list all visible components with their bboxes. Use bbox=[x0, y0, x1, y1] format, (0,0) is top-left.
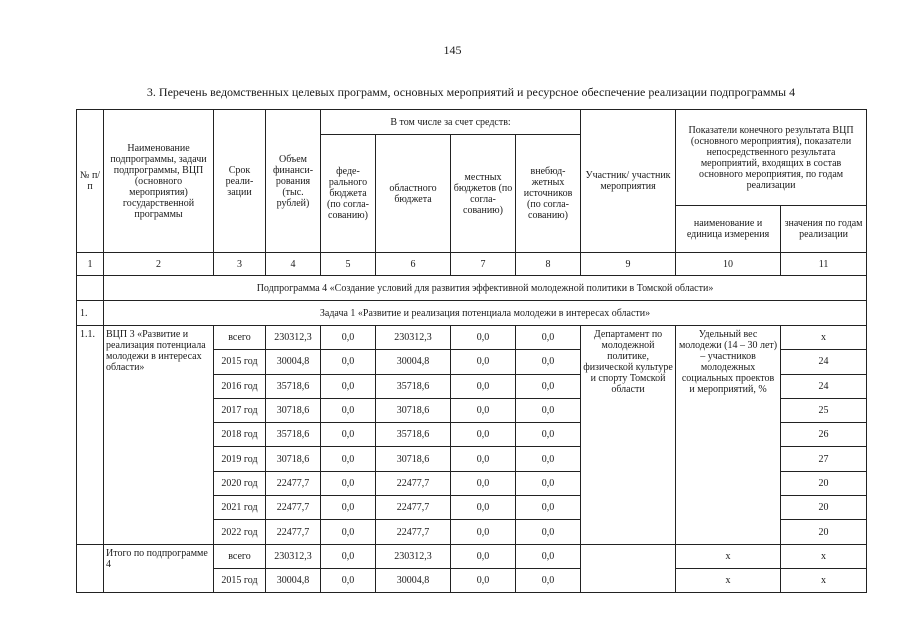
header-indicator-name: наименование и единица измерения bbox=[676, 206, 781, 253]
total-cell: 22477,7 bbox=[266, 496, 321, 520]
indicator-value-cell: 24 bbox=[781, 374, 867, 398]
total-cell: 30004,8 bbox=[266, 350, 321, 374]
period-cell: 2016 год bbox=[214, 374, 266, 398]
header-participant: Участник/ участник мероприятия bbox=[581, 110, 676, 253]
indicator-value-cell: 20 bbox=[781, 496, 867, 520]
extrabudget-cell: 0,0 bbox=[516, 520, 581, 544]
period-cell: 2018 год bbox=[214, 423, 266, 447]
regional-cell: 30718,6 bbox=[376, 447, 451, 471]
extrabudget-cell: 0,0 bbox=[516, 423, 581, 447]
indicator-name-cell: Удельный вес молодежи (14 – 30 лет) – участников молодежных социальных проектов и мероприятий, % bbox=[676, 326, 781, 545]
extrabudget-cell: 0,0 bbox=[516, 568, 581, 592]
total-cell: 35718,6 bbox=[266, 423, 321, 447]
total-participant-cell bbox=[581, 544, 676, 593]
federal-cell: 0,0 bbox=[321, 326, 376, 350]
extrabudget-cell: 0,0 bbox=[516, 350, 581, 374]
subprogram-title: Подпрограмма 4 «Создание условий для развития эффективной молодежной политики в Томской области» bbox=[104, 276, 867, 301]
federal-cell: 0,0 bbox=[321, 520, 376, 544]
indicator-value-cell: х bbox=[781, 326, 867, 350]
total-cell: 35718,6 bbox=[266, 374, 321, 398]
header-volume: Объем финанси-рования (тыс. рублей) bbox=[266, 110, 321, 253]
vcp-name: ВЦП 3 «Развитие и реализация потенциала молодежи в интересах области» bbox=[104, 326, 214, 545]
total-cell: 230312,3 bbox=[266, 326, 321, 350]
extrabudget-cell: 0,0 bbox=[516, 496, 581, 520]
column-numbers-row bbox=[77, 253, 867, 276]
table-header bbox=[77, 110, 867, 276]
period-cell: 2017 год bbox=[214, 398, 266, 422]
vcp-number: 1.1. bbox=[77, 326, 104, 545]
extrabudget-cell: 0,0 bbox=[516, 544, 581, 568]
total-name: Итого по подпрограмме 4 bbox=[104, 544, 214, 593]
task-number: 1. bbox=[77, 301, 104, 326]
column-number: 11 bbox=[781, 253, 867, 276]
total-cell: 30718,6 bbox=[266, 398, 321, 422]
federal-cell: 0,0 bbox=[321, 374, 376, 398]
regional-cell: 30718,6 bbox=[376, 398, 451, 422]
table-row bbox=[77, 544, 867, 568]
local-cell: 0,0 bbox=[451, 471, 516, 495]
column-number: 2 bbox=[104, 253, 214, 276]
regional-cell: 30004,8 bbox=[376, 568, 451, 592]
period-cell: 2020 год bbox=[214, 471, 266, 495]
federal-cell: 0,0 bbox=[321, 447, 376, 471]
participant-cell: Департамент по молодежной политике, физической культуре и спорту Томской области bbox=[581, 326, 676, 545]
column-number: 8 bbox=[516, 253, 581, 276]
federal-cell: 0,0 bbox=[321, 423, 376, 447]
total-cell: 30718,6 bbox=[266, 447, 321, 471]
indicator-name-cell: х bbox=[676, 568, 781, 592]
extrabudget-cell: 0,0 bbox=[516, 374, 581, 398]
period-cell: 2022 год bbox=[214, 520, 266, 544]
regional-cell: 35718,6 bbox=[376, 423, 451, 447]
extrabudget-cell: 0,0 bbox=[516, 447, 581, 471]
total-cell: 22477,7 bbox=[266, 520, 321, 544]
federal-cell: 0,0 bbox=[321, 398, 376, 422]
local-cell: 0,0 bbox=[451, 496, 516, 520]
period-cell: 2015 год bbox=[214, 568, 266, 592]
federal-cell: 0,0 bbox=[321, 496, 376, 520]
document-title: 3. Перечень ведомственных целевых программ, основных мероприятий и ресурсное обеспечение реализации подпрограммы 4 bbox=[146, 85, 796, 99]
indicator-value-cell: 24 bbox=[781, 350, 867, 374]
indicator-value-cell: 20 bbox=[781, 471, 867, 495]
local-cell: 0,0 bbox=[451, 398, 516, 422]
regional-cell: 22477,7 bbox=[376, 471, 451, 495]
total-cell: 30004,8 bbox=[266, 568, 321, 592]
indicator-value-cell: х bbox=[781, 544, 867, 568]
extrabudget-cell: 0,0 bbox=[516, 398, 581, 422]
period-cell: 2019 год bbox=[214, 447, 266, 471]
column-number: 7 bbox=[451, 253, 516, 276]
local-cell: 0,0 bbox=[451, 423, 516, 447]
federal-cell: 0,0 bbox=[321, 471, 376, 495]
regional-cell: 22477,7 bbox=[376, 496, 451, 520]
subprogram-number bbox=[77, 276, 104, 301]
indicator-value-cell: 25 bbox=[781, 398, 867, 422]
period-cell: 2015 год bbox=[214, 350, 266, 374]
header-indicators-group: Показатели конечного результата ВЦП (основного мероприятия), показатели непосредственного результата мероприятий, входящих в состав основного мероприятия, по годам реализации bbox=[676, 110, 867, 206]
total-cell: 22477,7 bbox=[266, 471, 321, 495]
program-table bbox=[76, 109, 867, 593]
local-cell: 0,0 bbox=[451, 350, 516, 374]
indicator-name-cell: х bbox=[676, 544, 781, 568]
header-period: Срок реали-зации bbox=[214, 110, 266, 253]
local-cell: 0,0 bbox=[451, 326, 516, 350]
period-cell: 2021 год bbox=[214, 496, 266, 520]
regional-cell: 230312,3 bbox=[376, 326, 451, 350]
header-local: местных бюджетов (по согла-сованию) bbox=[451, 135, 516, 253]
federal-cell: 0,0 bbox=[321, 544, 376, 568]
column-number: 6 bbox=[376, 253, 451, 276]
column-number: 1 bbox=[77, 253, 104, 276]
indicator-value-cell: 20 bbox=[781, 520, 867, 544]
task-row bbox=[77, 301, 867, 326]
local-cell: 0,0 bbox=[451, 447, 516, 471]
header-regional: областного бюджета bbox=[376, 135, 451, 253]
indicator-value-cell: х bbox=[781, 568, 867, 592]
header-sources-group: В том числе за счет средств: bbox=[321, 110, 581, 135]
header-extrabudget: внебюд-жетных источников (по согла-сованию) bbox=[516, 135, 581, 253]
period-cell: всего bbox=[214, 326, 266, 350]
column-number: 10 bbox=[676, 253, 781, 276]
subprogram-row bbox=[77, 276, 867, 301]
header-name: Наименование подпрограммы, задачи подпрограммы, ВЦП (основного мероприятия) государственной программы bbox=[104, 110, 214, 253]
table-row bbox=[77, 326, 867, 350]
column-number: 4 bbox=[266, 253, 321, 276]
regional-cell: 22477,7 bbox=[376, 520, 451, 544]
period-cell: всего bbox=[214, 544, 266, 568]
total-cell: 230312,3 bbox=[266, 544, 321, 568]
header-federal: феде-рального бюджета (по согла-сованию) bbox=[321, 135, 376, 253]
column-number: 9 bbox=[581, 253, 676, 276]
extrabudget-cell: 0,0 bbox=[516, 471, 581, 495]
local-cell: 0,0 bbox=[451, 544, 516, 568]
header-number: № п/п bbox=[77, 110, 104, 253]
regional-cell: 230312,3 bbox=[376, 544, 451, 568]
extrabudget-cell: 0,0 bbox=[516, 326, 581, 350]
task-title: Задача 1 «Развитие и реализация потенциала молодежи в интересах области» bbox=[104, 301, 867, 326]
indicator-value-cell: 27 bbox=[781, 447, 867, 471]
total-number bbox=[77, 544, 104, 593]
federal-cell: 0,0 bbox=[321, 350, 376, 374]
federal-cell: 0,0 bbox=[321, 568, 376, 592]
page-number: 145 bbox=[443, 43, 462, 57]
local-cell: 0,0 bbox=[451, 374, 516, 398]
regional-cell: 30004,8 bbox=[376, 350, 451, 374]
local-cell: 0,0 bbox=[451, 568, 516, 592]
column-number: 3 bbox=[214, 253, 266, 276]
header-indicator-values: значения по годам реализации bbox=[781, 206, 867, 253]
column-number: 5 bbox=[321, 253, 376, 276]
indicator-value-cell: 26 bbox=[781, 423, 867, 447]
table-body bbox=[77, 276, 867, 593]
local-cell: 0,0 bbox=[451, 520, 516, 544]
regional-cell: 35718,6 bbox=[376, 374, 451, 398]
